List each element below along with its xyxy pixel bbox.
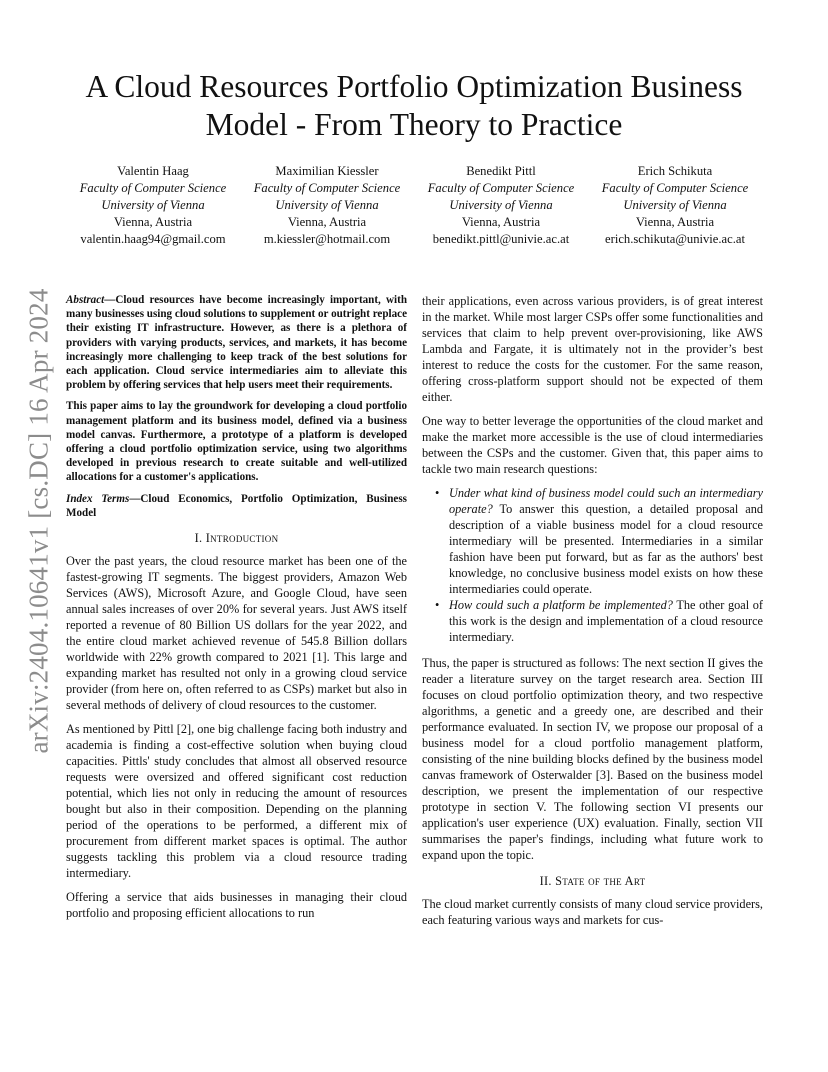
author-location: Vienna, Austria	[113, 215, 193, 229]
author-university: University of Vienna	[275, 198, 379, 212]
abstract-text-1: —Cloud resources have become increasingly important, with many businesses using cloud solutions to supplement or outright replace their existing IT infrastructure. However, as there is a plethora of providers with varying products, services, and markets, it has become increasingly more challenging to keep track of the best solutions for each application. Cloud service intermediaries aim to alleviate this problem by offering services that help users meet their requirements.	[66, 294, 407, 392]
arxiv-identifier: arXiv:2404.10641v1 [cs.DC] 16 Apr 2024	[23, 288, 54, 754]
paper-title	[40, 68, 788, 144]
author-name: Valentin Haag	[117, 164, 189, 178]
intro-paragraph-4: One way to better leverage the opportunities of the cloud market and make the market more accessible is the use of cloud intermediaries between the CSPs and the customer. Given that, this paper aims to tackle two main research questions:	[422, 414, 763, 476]
question-1-explanation: To answer this question, a detailed proposal and description of a viable business model for a cloud resource intermediary will be presented. Intermediaries in a similar fashion have been put forward, but as far as the authors' best knowledge, no conclusive business model exists on how these intermediaries could operate.	[449, 502, 763, 596]
arxiv-watermark	[18, 282, 60, 760]
author-university: University of Vienna	[449, 198, 553, 212]
abstract	[66, 293, 407, 520]
author-name: Maximilian Kiessler	[275, 164, 379, 178]
index-terms	[66, 492, 407, 520]
abstract-label: Abstract	[66, 294, 105, 306]
section-heading-state-of-the-art: II. State of the Art	[539, 874, 646, 888]
index-terms-label: Index Terms	[66, 492, 130, 505]
author-affiliation: Faculty of Computer Science	[427, 181, 575, 195]
author-location: Vienna, Austria	[635, 215, 715, 229]
author-university: University of Vienna	[623, 198, 727, 212]
intro-paragraph-2: As mentioned by Pittl [2], one big challenge facing both industry and academia is finding a cost-effective solution when buying cloud capacities. Pittls' study concludes that almost all observed resource requests were oversized and offered significant cost reduction potential, which lies not only in reducing the amount of resources bought but also in their composition. Depending on the planning period of the operations to be performed, a different mix of procurement from different market spaces is optimal. The author suggests tackling this problem via a cloud resource trading intermediary.	[66, 722, 407, 881]
right-column	[422, 293, 763, 936]
section-heading-introduction: I. Introduction	[194, 531, 279, 546]
title-line-1: A Cloud Resources Portfolio Optimization Business	[85, 69, 743, 104]
author-name: Benedikt Pittl	[466, 164, 536, 178]
state-of-art-paragraph-1: The cloud market currently consists of many cloud service providers, each featuring various ways and markets for cus-	[422, 897, 763, 927]
intro-paragraph-1: Over the past years, the cloud resource market has been one of the fastest-growing IT segments. The biggest providers, Amazon Web Services (AWS), Microsoft Azure, and Google Cloud, have seen annual sales increases of over 20% for several years. Just AWS itself reported a revenue of 80 Billion US dollars for the year 2022, and the entire cloud market achieved revenue of 545.8 Billion dollars worldwide with 22% growth compared to 2021 [1]. This large and expanding market has resulted not only in a growing cloud service provider (from here on, often referred to as CSPs) market but also in several methods of delivery of cloud resources to the customer.	[66, 554, 407, 713]
author-1	[66, 163, 240, 248]
author-name: Erich Schikuta	[637, 164, 713, 178]
question-1-text: Under what kind of business model could such an intermediary operate?	[449, 486, 763, 516]
author-2	[240, 163, 414, 248]
author-email: benedikt.pittl@univie.ac.at	[432, 232, 570, 246]
question-2-text: How could such a platform be implemented?	[449, 598, 673, 612]
title-line-2: Model - From Theory to Practice	[205, 107, 623, 142]
research-question-1	[449, 485, 763, 597]
author-email: m.kiessler@hotmail.com	[263, 232, 391, 246]
index-terms-text: —Cloud Economics, Portfolio Optimization, Business Model	[66, 492, 407, 519]
abstract-paragraph-2: This paper aims to lay the groundwork for developing a cloud portfolio management platform and its business model, defined via a business model canvas. Furthermore, a prototype of a platform is developed offering a cloud portfolio optimization service, using two algorithms developed in previous research to create suitable and well-utilized allocations for a customer's applications.	[66, 400, 407, 484]
author-4	[588, 163, 762, 248]
question-2-explanation: The other goal of this work is the design and implementation of a cloud resource intermediary.	[449, 598, 763, 644]
left-column	[66, 293, 407, 929]
author-affiliation: Faculty of Computer Science	[79, 181, 227, 195]
intro-paragraph-3: Offering a service that aids businesses in managing their cloud portfolio and proposing efficient allocations to run	[66, 890, 407, 921]
research-questions-list	[422, 485, 763, 645]
author-3	[414, 163, 588, 248]
intro-paragraph-5: Thus, the paper is structured as follows: The next section II gives the reader a literature survey on the target research area. Section III focuses on cloud portfolio optimization theory, and two respective algorithms, a genetic and a greedy one, are described and their performance evaluated. In section IV, we propose our proposal of a business model for a cloud portfolio management platform, consisting of the nine building blocks defined by the business model canvas framework of Osterwalder [3]. Based on the business model description, we present the implementation of our respective prototype in section V. The following section VI presents our application's user experience (UX) evaluation. Finally, section VII summarises the paper's findings, including what future work to expand upon the topic.	[422, 656, 763, 862]
author-location: Vienna, Austria	[287, 215, 367, 229]
intro-paragraph-3-continued: their applications, even across various providers, is of great interest in the market. While most larger CSPs offer some functionalities and services that claim to help prevent over-provisioning, like AWS Lambda and Fargate, it is ultimately not in the provider’s best interest to reduce the costs for the customer. For the same reason, offering cross-platform support should not be expected of them either.	[422, 294, 763, 404]
author-affiliation: Faculty of Computer Science	[601, 181, 749, 195]
author-email: valentin.haag94@gmail.com	[80, 232, 226, 246]
author-affiliation: Faculty of Computer Science	[253, 181, 401, 195]
abstract-paragraph-1	[66, 293, 407, 392]
author-block	[66, 163, 762, 248]
research-question-2	[449, 597, 763, 645]
author-location: Vienna, Austria	[461, 215, 541, 229]
author-university: University of Vienna	[101, 198, 205, 212]
author-email: erich.schikuta@univie.ac.at	[605, 232, 745, 246]
